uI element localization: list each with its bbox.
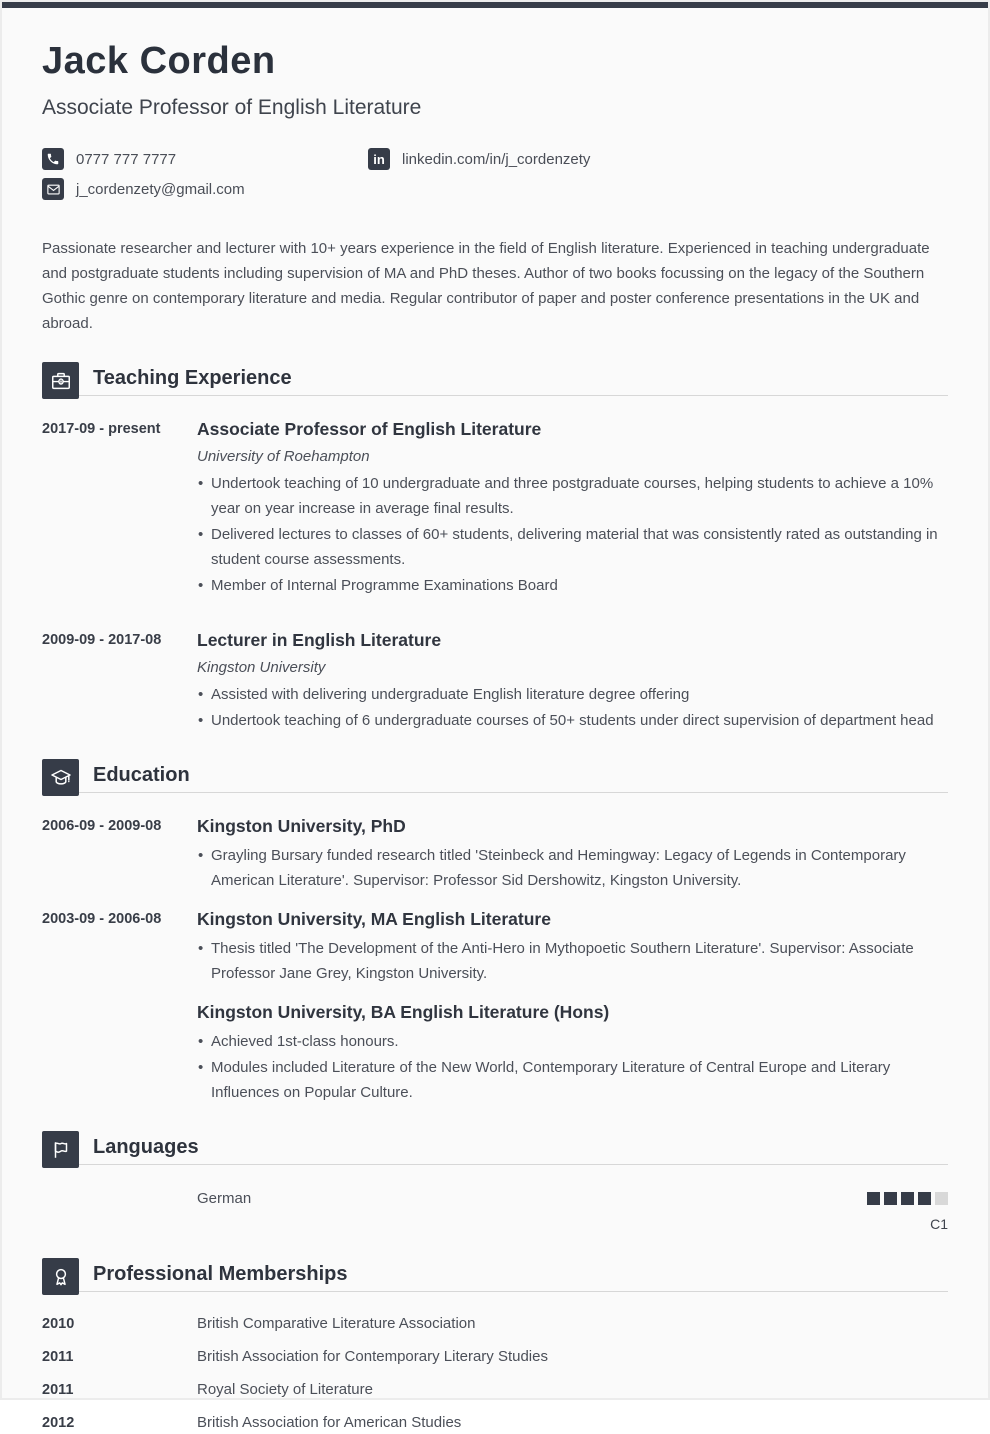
- graduation-cap-icon: [42, 759, 79, 796]
- entry-date: 2006-09 - 2009-08: [42, 818, 162, 834]
- level-square: [867, 1192, 880, 1205]
- entry-bullets: [197, 1029, 948, 1105]
- contact-linkedin: [368, 148, 948, 170]
- membership-name: Royal Society of Literature: [197, 1381, 373, 1398]
- entry-bullets: [197, 936, 948, 986]
- level-square: [935, 1192, 948, 1205]
- membership-row: [42, 1381, 948, 1401]
- education-entry: [42, 1002, 948, 1105]
- membership-name: British Association for American Studies: [197, 1414, 462, 1431]
- entry-bullets: [197, 471, 948, 598]
- section-header-teaching-experience: [42, 362, 948, 399]
- education-entry: [42, 909, 948, 986]
- language-name: German: [197, 1190, 252, 1207]
- membership-year: 2010: [42, 1316, 75, 1332]
- bullet-item: • Undertook teaching of 10 undergraduate and three postgraduate courses, helping students to achieve a 10% year on year increase in average final results.: [197, 471, 948, 521]
- bullet-item: • Grayling Bursary funded research titled 'Steinbeck and Hemingway: Legacy of Legends in Contemporary American Literature'. Supervisor: Professor Sid Dershowitz, Kingston University.: [197, 843, 948, 893]
- membership-year: 2011: [42, 1382, 74, 1398]
- membership-row: [42, 1414, 948, 1434]
- email-icon: [42, 178, 64, 200]
- accent-top-bar: [2, 2, 988, 8]
- section-header-education: [42, 759, 948, 796]
- level-square: [884, 1192, 897, 1205]
- bullet-item: • Delivered lectures to classes of 60+ students, delivering material that was consistently rated as outstanding in student course assessments.: [197, 522, 948, 572]
- entry-date: 2003-09 - 2006-08: [42, 911, 162, 927]
- bullet-item: • Member of Internal Programme Examinations Board: [197, 573, 948, 598]
- membership-year: 2012: [42, 1415, 75, 1431]
- experience-entry: [42, 630, 948, 733]
- person-name: Jack Corden: [42, 40, 276, 82]
- entry-date: 2009-09 - 2017-08: [42, 632, 162, 648]
- phone-number: 0777 777 7777: [76, 150, 177, 168]
- membership-name: British Association for Contemporary Literary Studies: [197, 1348, 548, 1365]
- language-row: [42, 1190, 948, 1207]
- bullet-item: • Undertook teaching of 6 undergraduate courses of 50+ students under direct supervision of department head: [197, 708, 948, 733]
- entry-degree: Kingston University, PhD: [197, 816, 406, 836]
- email-address: j_cordenzety@gmail.com: [76, 180, 245, 198]
- person-job-title: Associate Professor of English Literature: [42, 96, 422, 119]
- contact-phone: [42, 148, 368, 170]
- language-level-squares: [863, 1192, 948, 1205]
- level-square: [918, 1192, 931, 1205]
- bullet-item: • Modules included Literature of the New World, Contemporary Literature of Central Europe and Literary Influences on Popular Culture.: [197, 1055, 948, 1105]
- section-title: Professional Memberships: [93, 1262, 348, 1285]
- experience-entry: [42, 419, 948, 598]
- language-level-label: C1: [930, 1216, 948, 1232]
- entry-date: 2017-09 - present: [42, 421, 161, 437]
- phone-icon: [42, 148, 64, 170]
- bullet-item: • Achieved 1st-class honours.: [197, 1029, 948, 1054]
- entry-role: Associate Professor of English Literature: [197, 419, 542, 439]
- award-icon: [42, 1258, 79, 1295]
- bullet-item: • Assisted with delivering undergraduate English literature degree offering: [197, 682, 948, 707]
- membership-row: [42, 1315, 948, 1335]
- contact-email: [42, 178, 368, 200]
- entry-bullets: [197, 682, 948, 733]
- membership-row: [42, 1348, 948, 1368]
- entry-organization: Kingston University: [197, 659, 326, 676]
- professional-summary: Passionate researcher and lecturer with 10+ years experience in the field of English literature. Experienced in teaching undergraduate and postgraduate students including supervision of MA and PhD theses. Author of two books focussing on the legacy of the Southern Gothic genre on contemporary literature and media. Regular contributor of paper and poster conference presentations in the UK and abroad.: [42, 240, 930, 332]
- membership-list: [42, 1315, 948, 1434]
- briefcase-icon: [42, 362, 79, 399]
- section-title: Languages: [93, 1135, 199, 1158]
- level-square: [901, 1192, 914, 1205]
- entry-date: [42, 1002, 197, 1105]
- entry-degree: Kingston University, BA English Literature (Hons): [197, 1002, 610, 1022]
- section-header-languages: [42, 1131, 948, 1168]
- entry-bullets: [197, 843, 948, 893]
- contact-info: [42, 144, 948, 204]
- linkedin-icon: in: [368, 148, 390, 170]
- membership-year: 2011: [42, 1349, 74, 1365]
- entry-role: Lecturer in English Literature: [197, 630, 442, 650]
- flag-icon: [42, 1131, 79, 1168]
- section-header-professional-memberships: [42, 1258, 948, 1295]
- section-title: Education: [93, 763, 190, 786]
- entry-organization: University of Roehampton: [197, 448, 370, 465]
- education-entry: [42, 816, 948, 893]
- section-title: Teaching Experience: [93, 366, 292, 389]
- membership-name: British Comparative Literature Association: [197, 1315, 476, 1332]
- entry-degree: Kingston University, MA English Literature: [197, 909, 551, 929]
- linkedin-url: linkedin.com/in/j_cordenzety: [402, 150, 591, 168]
- bullet-item: • Thesis titled 'The Development of the Anti-Hero in Mythopoetic Southern Literature'. Supervisor: Associate Professor Jane Grey, Kingston University.: [197, 936, 948, 986]
